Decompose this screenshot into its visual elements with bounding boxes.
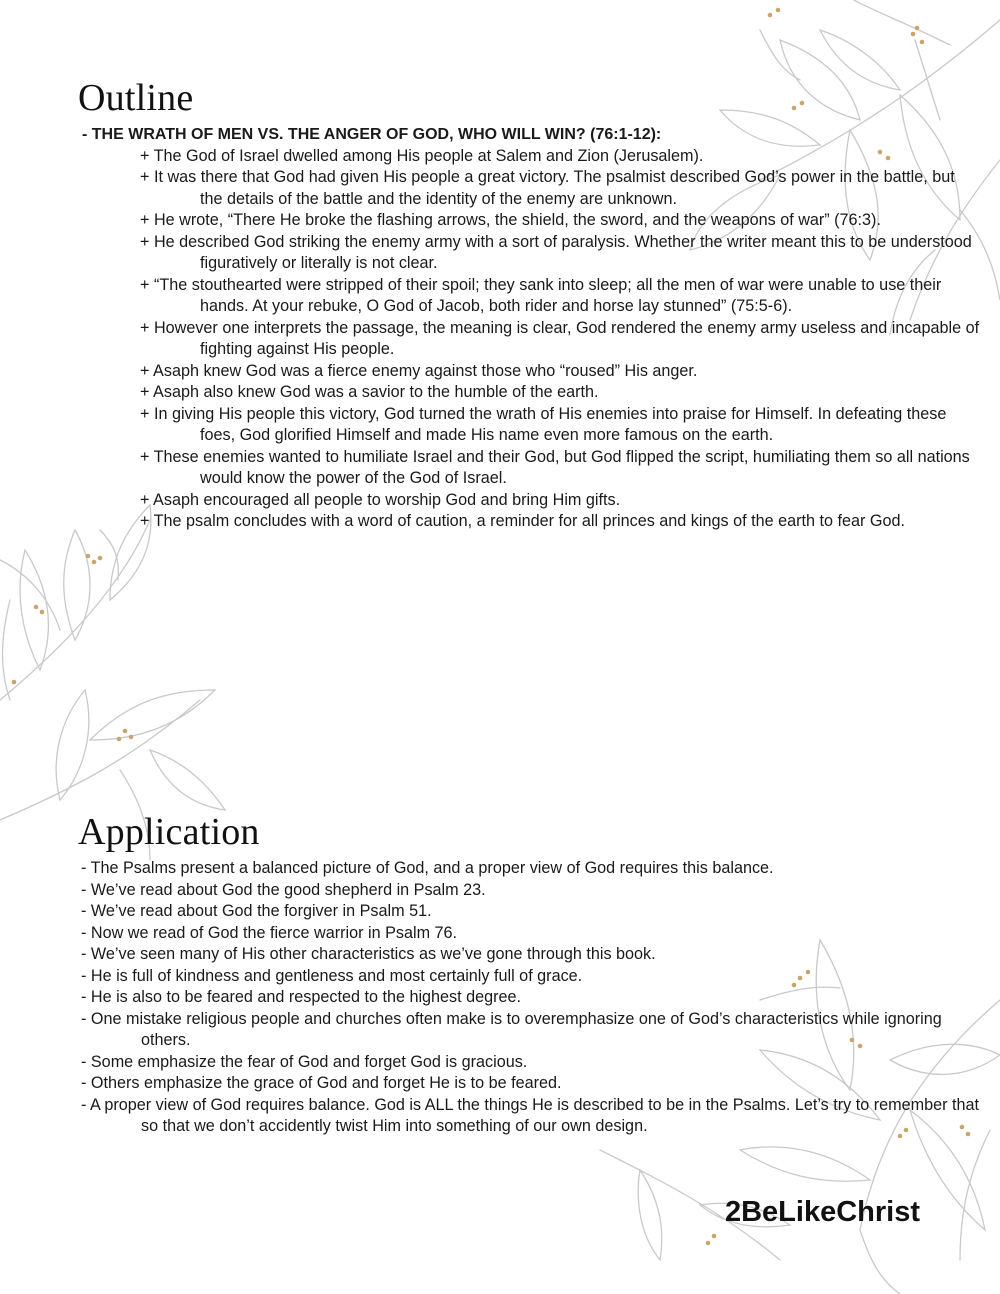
outline-item: + Asaph also knew God was a savior to the humble of the earth.	[140, 383, 599, 401]
outline-section	[0, 124, 1000, 533]
application-item: - One mistake religious people and churches often make is to overemphasize one of God’s characteristics while ignoring others.	[81, 1009, 942, 1049]
outline-item: + “The stouthearted were stripped of their spoil; they sank into sleep; all the men of war were unable to use their hands. At your rebuke, O God of Jacob, both rider and horse lay stunned” (75:5-6).	[140, 275, 942, 315]
application-item: - He is also to be feared and respected to the highest degree.	[81, 988, 522, 1006]
outline-item: + Asaph encouraged all people to worship God and bring Him gifts.	[140, 490, 621, 509]
application-item: - Others emphasize the grace of God and forget He is to be feared.	[81, 1074, 562, 1092]
outline-heading: Outline	[78, 77, 194, 119]
outline-item: + The God of Israel dwelled among His people at Salem and Zion (Jerusalem).	[140, 146, 704, 165]
application-item: - He is full of kindness and gentleness and most certainly full of grace.	[81, 966, 583, 985]
outline-item: + The psalm concludes with a word of caution, a reminder for all princes and kings of the earth to fear God.	[140, 512, 905, 530]
outline-item: + Asaph knew God was a fierce enemy against those who “roused” His anger.	[140, 361, 698, 380]
application-section	[0, 858, 1000, 1138]
application-item: - We’ve seen many of His other characteristics as we’ve gone through this book.	[81, 945, 656, 963]
outline-item: + These enemies wanted to humiliate Israel and their God, but God flipped the script, humiliating them so all nations would know the power of the God of Israel.	[140, 447, 970, 487]
outline-item: + He described God striking the enemy army with a sort of paralysis. Whether the writer meant this to be understood figuratively or literally is not clear.	[140, 232, 972, 272]
application-item: - We’ve read about God the forgiver in Psalm 51.	[81, 902, 432, 920]
application-item: - The Psalms present a balanced picture of God, and a proper view of God requires this balance.	[81, 859, 774, 877]
application-heading: Application	[78, 811, 260, 853]
left-leaf-branch	[0, 505, 225, 860]
application-item: - Some emphasize the fear of God and forget God is gracious.	[81, 1052, 528, 1071]
brand-logo-text: 2BeLikeChrist	[724, 1196, 920, 1228]
outline-item: + In giving His people this victory, God turned the wrath of His enemies into praise for Himself. In defeating these foes, God glorified Himself and made His name even more famous on the earth.	[140, 404, 947, 444]
application-item: - A proper view of God requires balance. God is ALL the things He is described to be in the Psalms. Let’s try to remember that so that we don’t accidently twist Him into something of our own design.	[81, 1095, 979, 1135]
application-item: - We’ve read about God the good shepherd in Psalm 23.	[81, 880, 486, 899]
outline-main-point: - THE WRATH OF MEN VS. THE ANGER OF GOD, WHO WILL WIN? (76:1-12):	[82, 126, 662, 143]
application-item: - Now we read of God the fierce warrior in Psalm 76.	[81, 923, 458, 942]
outline-item: + It was there that God had given His people a great victory. The psalmist described God’s power in the battle, but the details of the battle and the identity of the enemy are unknown.	[140, 168, 955, 208]
outline-item: + However one interprets the passage, the meaning is clear, God rendered the enemy army useless and incapable of fighting against His people.	[140, 318, 980, 358]
outline-item: + He wrote, “There He broke the flashing arrows, the shield, the sword, and the weapons of war” (76:3).	[140, 211, 881, 229]
